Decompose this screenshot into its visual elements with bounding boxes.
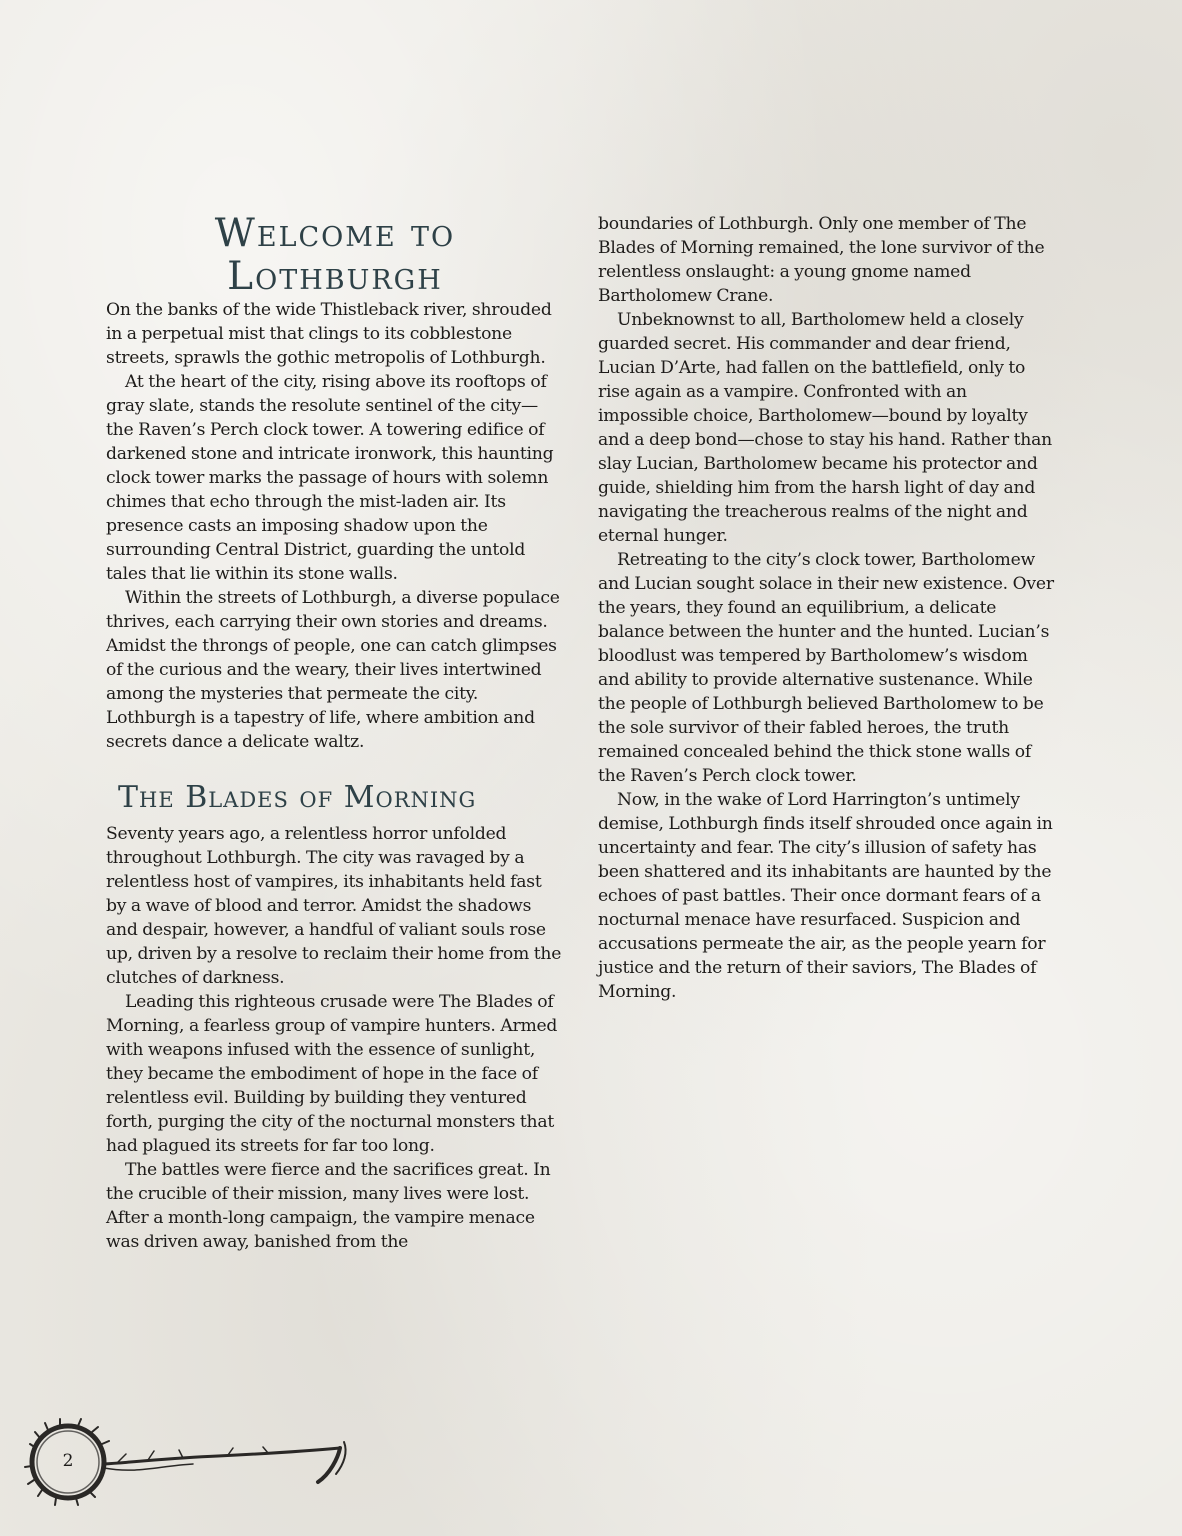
- section-heading: The Blades of Morning: [118, 780, 477, 815]
- section-paragraph-5: Retreating to the city’s clock tower, Bartholomew and Lucian sought solace in their new existence. Over the years, they found an equilibrium, a delicate balance between the hunter and the hunted. Lucian’s bloodlust was tempered by Bartholomew’s wisdom and ability to provide alternative sustenance. While the people of Lothburgh believed Bartholomew to be the sole survivor of their fabled heroes, the truth remained concealed behind the thick stone walls of the Raven’s Perch clock tower.: [598, 550, 1054, 786]
- right-column: [598, 212, 1056, 1004]
- intro-paragraph-3: Within the streets of Lothburgh, a diverse populace thrives, each carrying their own stories and dreams. Amidst the throngs of people, one can catch glimpses of the curious and the weary, their lives intertwined among the mysteries that permeate the city. Lothburgh is a tapestry of life, where ambition and secrets dance a delicate waltz.: [106, 588, 560, 752]
- page-number: 2: [62, 1451, 74, 1471]
- section-paragraph-6: Now, in the wake of Lord Harrington’s untimely demise, Lothburgh finds itself shrouded once again in uncertainty and fear. The city’s illusion of safety has been shattered and its inhabitants are haunted by the echoes of past battles. Their once dormant fears of a nocturnal menace have resurfaced. Suspicion and accusations permeate the air, as the people yearn for justice and the return of their saviors, The Blades of Morning.: [598, 790, 1053, 1002]
- section-paragraph-3-continued: boundaries of Lothburgh. Only one member of The Blades of Morning remained, the lone survivor of the relentless onslaught: a young gnome named Bartholomew Crane.: [598, 214, 1045, 306]
- intro-paragraph-2: At the heart of the city, rising above its rooftops of gray slate, stands the resolute sentinel of the city—the Raven’s Perch clock tower. A towering edifice of darkened stone and intricate ironwork, this haunting clock tower marks the passage of hours with solemn chimes that echo through the mist-laden air. Its presence casts an imposing shadow upon the surrounding Central District, guarding the untold tales that lie within its stone walls.: [106, 372, 554, 584]
- section-paragraph-2: Leading this righteous crusade were The Blades of Morning, a fearless group of vampire hunters. Armed with weapons infused with the essence of sunlight, they became the embodiment of hope in the face of relentless evil. Building by building they ventured forth, purging the city of the nocturnal monsters that had plagued its streets for far too long.: [106, 992, 558, 1156]
- left-column: [106, 212, 564, 1254]
- section-paragraph-3: The battles were fierce and the sacrifices great. In the crucible of their mission, many lives were lost. After a month-long campaign, the vampire menace was driven away, banished from the: [106, 1160, 551, 1252]
- section-paragraph-1: Seventy years ago, a relentless horror unfolded throughout Lothburgh. The city was ravaged by a relentless host of vampires, its inhabitants held fast by a wave of blood and terror. Amidst the shadows and despair, however, a handful of valiant souls rose up, driven by a resolve to reclaim their home from the clutches of darkness.: [106, 824, 562, 988]
- page-title: Welcome to Lothburgh: [214, 211, 456, 299]
- intro-paragraph-1: On the banks of the wide Thistleback river, shrouded in a perpetual mist that clings to its cobblestone streets, sprawls the gothic metropolis of Lothburgh.: [106, 300, 552, 368]
- section-paragraph-4: Unbeknownst to all, Bartholomew held a closely guarded secret. His commander and dear friend, Lucian D’Arte, had fallen on the battlefield, only to rise again as a vampire. Confronted with an impossible choice, Bartholomew—bound by loyalty and a deep bond—chose to stay his hand. Rather than slay Lucian, Bartholomew became his protector and guide, shielding him from the harsh light of day and navigating the treacherous realms of the night and eternal hunger.: [598, 310, 1052, 546]
